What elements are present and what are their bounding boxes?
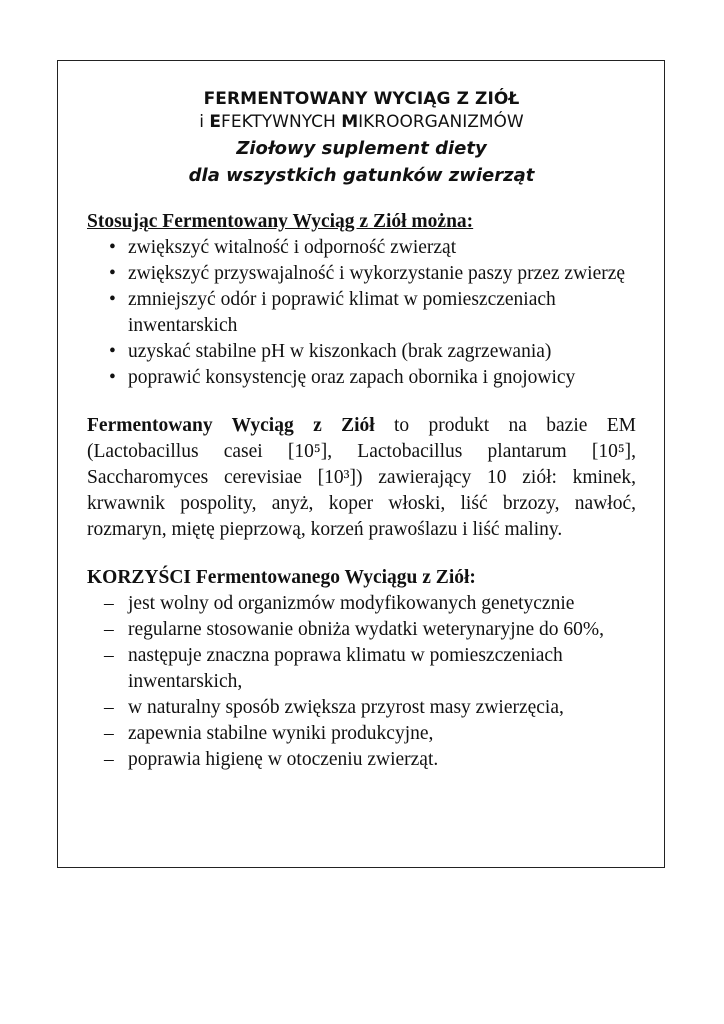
list-item-text: poprawia higienę w otoczeniu zwierząt. — [128, 749, 439, 770]
uses-list — [87, 235, 636, 391]
document-title: FERMENTOWANY WYCIĄG Z ZIÓŁ — [203, 89, 520, 109]
uses-heading: Stosując Fermentowany Wyciąg z Ziół można: — [87, 211, 474, 232]
list-item — [87, 261, 636, 287]
list-item-text: regularne stosowanie obniża wydatki weterynaryjne do 60%, — [128, 619, 604, 640]
list-item — [87, 365, 636, 391]
dash-icon: – — [104, 723, 114, 744]
list-item — [87, 287, 636, 339]
bullet-icon: • — [109, 263, 116, 284]
list-item — [87, 339, 636, 365]
bullet-icon: • — [109, 341, 116, 362]
document-subtitle — [87, 112, 636, 132]
list-item — [87, 235, 636, 261]
subtitle-part: FEKTYWNYCH — [221, 112, 342, 132]
document-frame — [57, 60, 665, 868]
list-item-text: uzyskać stabilne pH w kiszonkach (brak zagrzewania) — [128, 341, 552, 362]
list-item-text: zapewnia stabilne wyniki produkcyjne, — [128, 723, 434, 744]
list-item — [87, 721, 636, 747]
dash-icon: – — [104, 749, 114, 770]
list-item — [87, 747, 636, 773]
benefits-heading: KORZYŚCI Fermentowanego Wyciągu z Ziół: — [87, 567, 476, 588]
italic-tagline-2: dla wszystkich gatunków zwierząt — [188, 165, 535, 186]
list-item — [87, 695, 636, 721]
list-item — [87, 617, 636, 643]
dash-icon: – — [104, 645, 114, 666]
description-text: to produkt na bazie EM (Lactobacillus casei [10⁵], Lactobacillus plantarum [10⁵], Saccharomyces cerevisiae [10³]) zawierający 10 ziół: kminek, krwawnik pospolity, anyż, koper włoski, liść brzozy, nawłoć, rozmaryn, miętę pieprzową, korzeń prawoślazu i liść maliny. — [87, 415, 636, 540]
list-item — [87, 643, 636, 695]
subtitle-part: i — [199, 112, 210, 132]
list-item-text: poprawić konsystencję oraz zapach obornika i gnojowicy — [128, 367, 576, 388]
dash-icon: – — [104, 593, 114, 614]
product-description — [87, 413, 636, 543]
subtitle-initial-e: E — [209, 112, 222, 132]
dash-icon: – — [104, 697, 114, 718]
list-item-text: zmniejszyć odór i poprawić klimat w pomieszczeniach inwentarskich — [128, 289, 556, 336]
list-item-text: następuje znaczna poprawa klimatu w pomieszczeniach inwentarskich, — [128, 645, 563, 692]
dash-icon: – — [104, 619, 114, 640]
bullet-icon: • — [109, 367, 116, 388]
list-item-text: jest wolny od organizmów modyfikowanych genetycznie — [128, 593, 575, 614]
italic-tagline-1: Ziołowy suplement diety — [236, 138, 487, 159]
list-item-text: w naturalny sposób zwiększa przyrost masy zwierzęcia, — [128, 697, 564, 718]
document-header — [87, 89, 636, 189]
benefits-list — [87, 591, 636, 773]
description-lead: Fermentowany Wyciąg z Ziół — [87, 415, 375, 436]
subtitle-part: IKROORGANIZMÓW — [358, 112, 524, 132]
bullet-icon: • — [109, 237, 116, 258]
subtitle-initial-m: M — [341, 112, 359, 132]
list-item — [87, 591, 636, 617]
list-item-text: zwiększyć przyswajalność i wykorzystanie paszy przez zwierzę — [128, 263, 626, 284]
bullet-icon: • — [109, 289, 116, 310]
list-item-text: zwiększyć witalność i odporność zwierząt — [128, 237, 457, 258]
